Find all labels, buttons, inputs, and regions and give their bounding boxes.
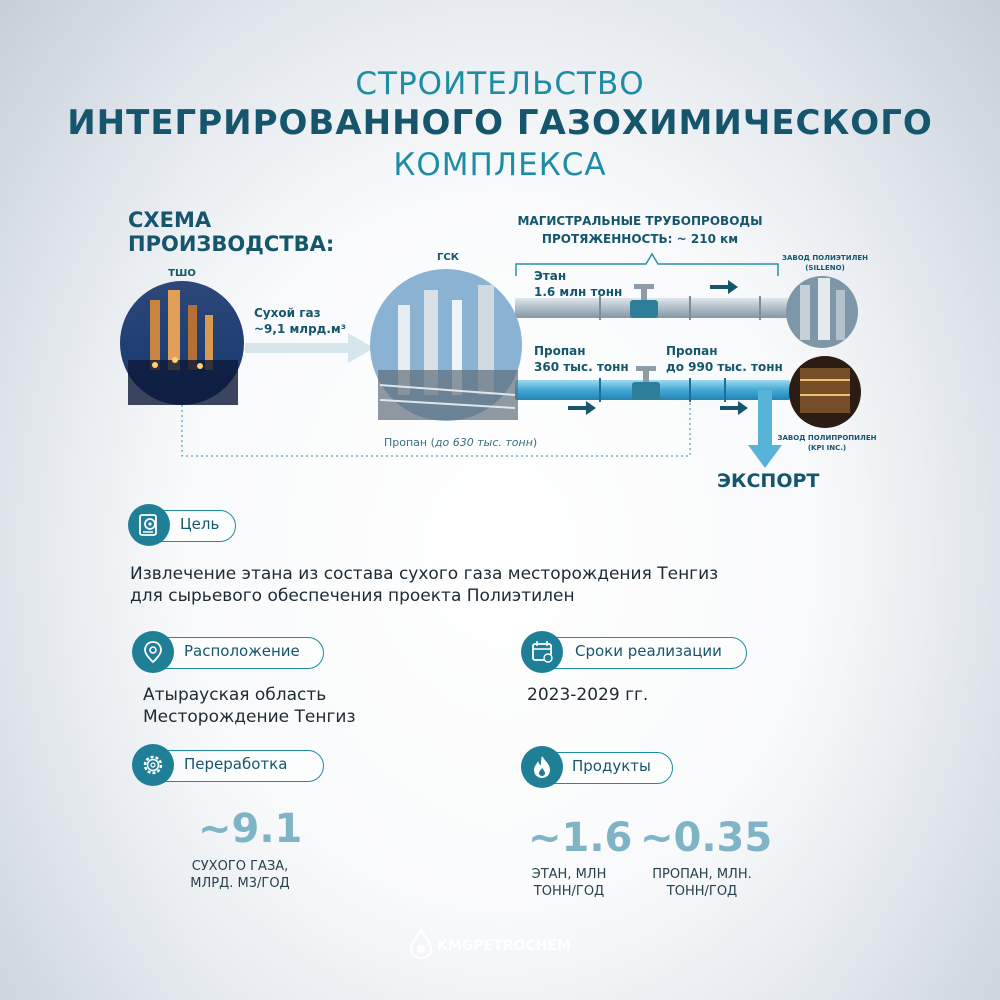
propane-product-unit-line2: ТОНН/ГОД	[666, 884, 738, 899]
propane-product-unit	[632, 866, 772, 900]
goal-text	[130, 563, 850, 607]
polypropylene-plant-label-line2: (KPI INC.)	[807, 444, 847, 452]
goal-label: Цель	[180, 515, 220, 533]
title-line-3: КОМПЛЕКСА	[393, 147, 607, 183]
dry-gas-arrow	[245, 343, 355, 353]
title-line-1: СТРОИТЕЛЬСТВО	[355, 66, 645, 102]
dry-gas-label-line1: Сухой газ	[254, 306, 321, 320]
timeline-value: 2023-2029 гг.	[527, 685, 649, 705]
scheme-label-line1: СХЕМА	[128, 208, 212, 232]
goal-text-line1: Извлечение этана из состава сухого газа месторождения Тенгиз	[130, 564, 719, 584]
products-label: Продукты	[572, 757, 651, 775]
pipelines-header-line1: МАГИСТРАЛЬНЫЕ ТРУБОПРОВОДЫ	[517, 214, 763, 228]
target-icon	[128, 504, 170, 546]
polyethylene-plant-label	[770, 253, 880, 273]
calendar-icon-glyph	[521, 631, 563, 673]
polypropylene-plant-label	[772, 433, 882, 453]
propane-return-label	[384, 436, 537, 449]
propane-product-value: ~0.35	[640, 815, 773, 861]
ethane-label-line1: Этан	[534, 269, 567, 283]
calendar-icon	[521, 631, 563, 673]
goal-text-line2: для сырьевого обеспечения проекта Полиэтилен	[130, 586, 575, 606]
title-line-2: ИНТЕГРИРОВАННОГО ГАЗОХИМИЧЕСКОГО	[67, 103, 933, 143]
propane-return-label-b: до 630 тыс. тонн	[434, 436, 533, 449]
gsk-plant-image	[370, 269, 522, 421]
ethane-product-unit-line1: ЭТАН, МЛН	[531, 867, 607, 882]
scheme-label-line2: ПРОИЗВОДСТВА:	[128, 232, 335, 256]
location-pin-icon-glyph	[132, 631, 174, 673]
timeline-label: Сроки реализации	[575, 642, 722, 660]
tsho-label: ТШО	[168, 268, 196, 279]
polyethylene-plant-label-line1: ЗАВОД ПОЛИЭТИЛЕН	[781, 254, 869, 262]
tsho-plant-image	[120, 281, 244, 405]
pipelines-header-line2: ПРОТЯЖЕННОСТЬ: ~ 210 км	[541, 232, 739, 246]
polypropylene-plant-image	[789, 356, 861, 428]
ethane-product-unit-line2: ТОНН/ГОД	[533, 884, 605, 899]
location-text	[143, 684, 356, 728]
location-text-line1: Атырауская область	[143, 685, 327, 705]
location-label: Расположение	[184, 642, 300, 660]
polyethylene-plant-label-line2: (SILLENO)	[805, 264, 845, 272]
propane-return-label-a: Пропан (	[384, 436, 435, 449]
propane-flow-arrow-icon-1	[568, 401, 596, 415]
gear-icon-glyph	[132, 744, 174, 786]
location-text-line2: Месторождение Тенгиз	[143, 707, 356, 727]
propane-label-1	[534, 343, 629, 375]
location-pin-icon	[132, 631, 174, 673]
processing-unit-line1: СУХОГО ГАЗА,	[191, 859, 289, 874]
ethane-product-value: ~1.6	[528, 815, 633, 861]
brand-logo-text: KMGPETROCHEM	[437, 938, 571, 954]
droplet-logo-icon	[408, 928, 434, 960]
processing-unit-line2: МЛРД. М3/ГОД	[190, 876, 290, 891]
processing-value: ~9.1	[198, 806, 303, 852]
export-arrow-down-icon	[748, 390, 782, 468]
gsk-label: ГСК	[437, 252, 459, 263]
propane-label-2-line2: до 990 тыс. тонн	[666, 360, 783, 374]
flame-icon	[521, 746, 563, 788]
ethane-valve	[630, 284, 658, 318]
propane-label-1-line2: 360 тыс. тонн	[534, 360, 629, 374]
flame-icon-glyph	[521, 746, 563, 788]
ethane-product-unit	[514, 866, 624, 900]
polyethylene-plant-image	[786, 276, 858, 348]
dry-gas-label	[254, 305, 346, 337]
pipelines-header	[490, 212, 790, 248]
processing-unit	[170, 858, 310, 892]
propane-flow-arrow-icon-2	[720, 401, 748, 415]
propane-label-1-line1: Пропан	[534, 344, 586, 358]
export-label: ЭКСПОРТ	[717, 470, 820, 492]
dry-gas-label-line2: ~9,1 млрд.м³	[254, 322, 346, 336]
propane-label-2	[666, 343, 783, 375]
ethane-label-line2: 1.6 млн тонн	[534, 285, 623, 299]
propane-return-label-c: )	[532, 436, 538, 449]
propane-label-2-line1: Пропан	[666, 344, 718, 358]
ethane-flow-arrow-icon	[710, 280, 738, 294]
target-icon-glyph	[128, 504, 170, 546]
gear-icon	[132, 744, 174, 786]
polypropylene-plant-label-line1: ЗАВОД ПОЛИПРОПИЛЕН	[777, 434, 877, 442]
ethane-label	[534, 268, 622, 300]
propane-product-unit-line1: ПРОПАН, МЛН.	[652, 867, 752, 882]
processing-label: Переработка	[184, 755, 288, 773]
propane-valve	[632, 366, 660, 400]
